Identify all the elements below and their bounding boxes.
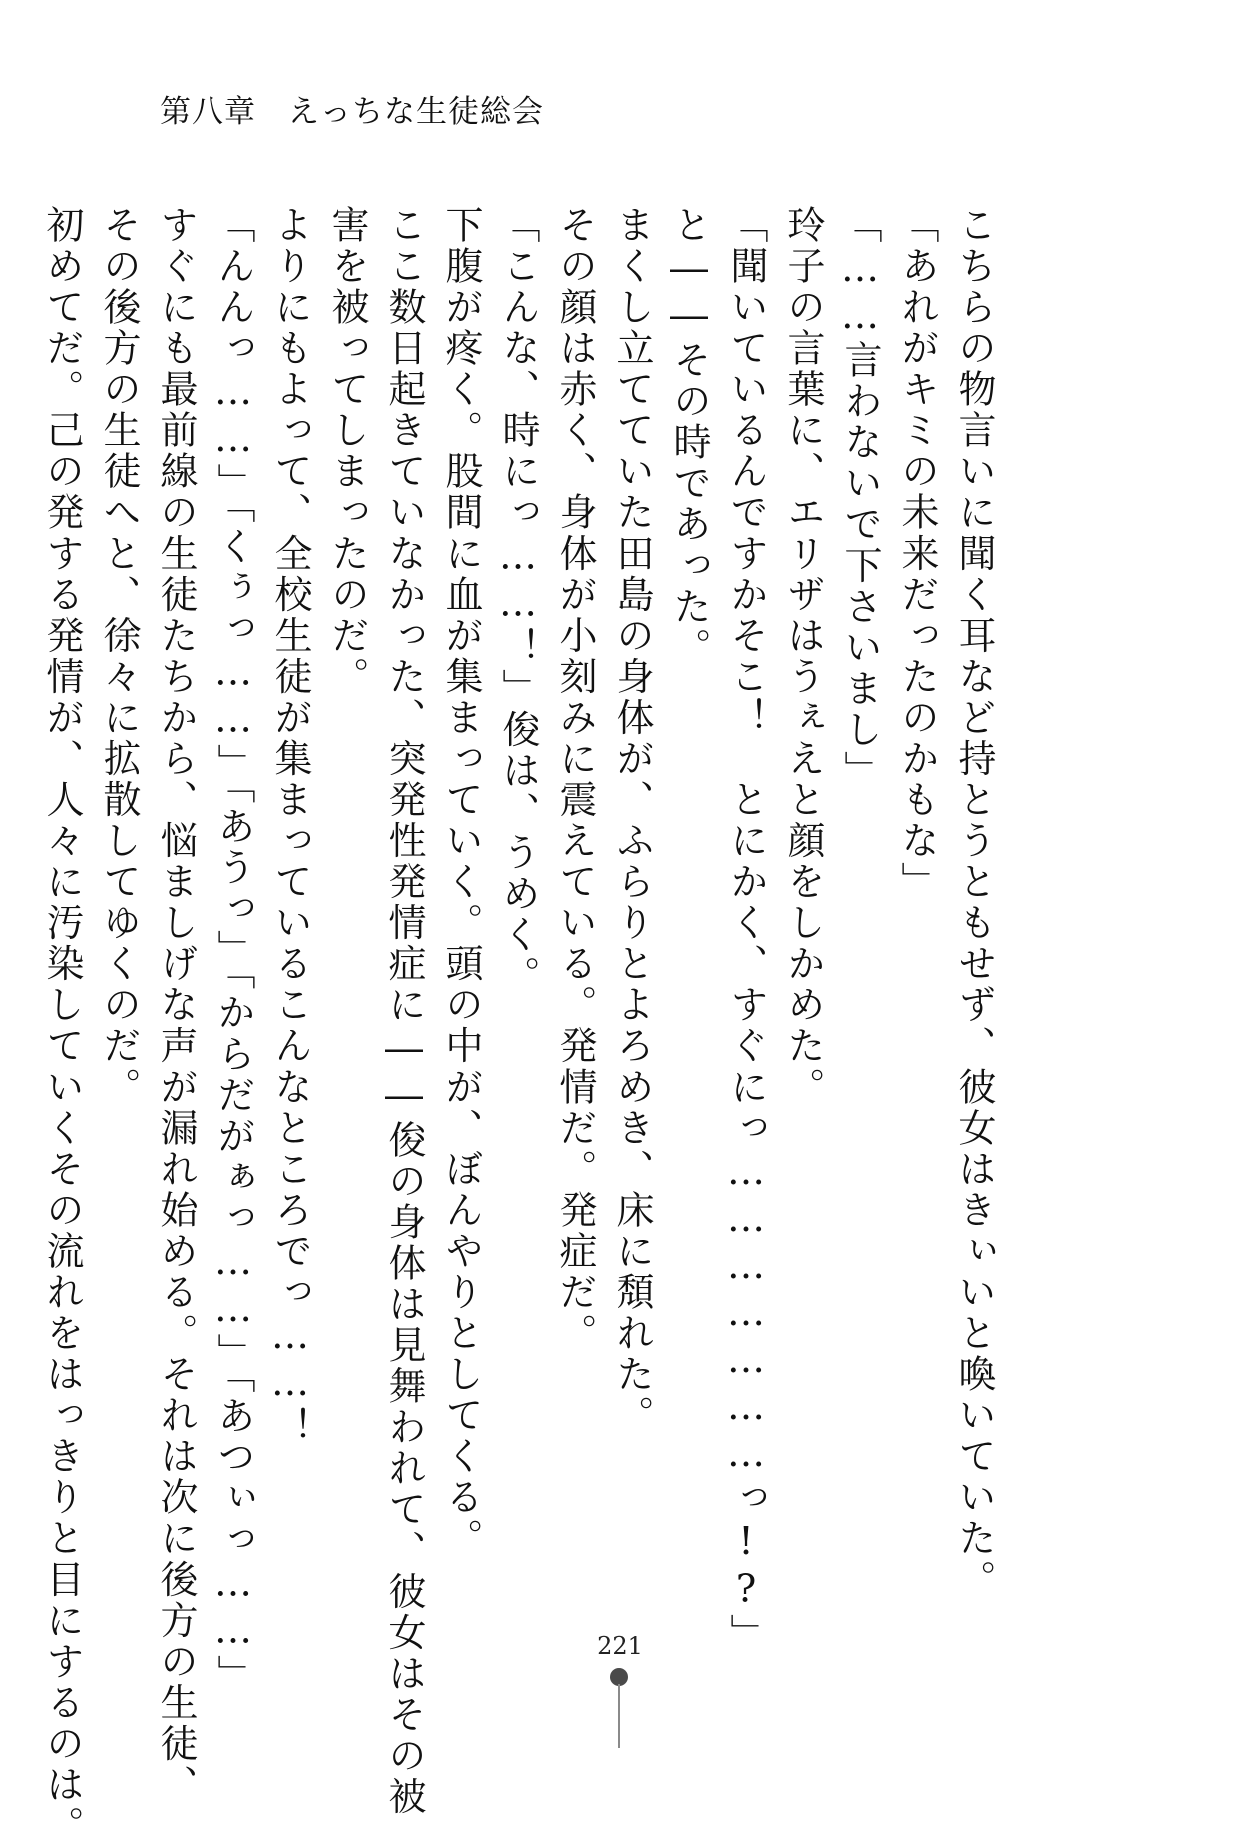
text-line: 玲子の言葉に、エリザはうぇえと顔をしかめた。: [781, 205, 825, 1108]
text-line: 害を被ってしまったのだ。: [325, 205, 369, 698]
text-line: こちらの物言いに聞く耳など持とうともせず、彼女はきぃいと喚いていた。: [952, 205, 996, 1601]
text-line: 「こんな、時にっ……！」俊は、うめく。: [496, 205, 540, 997]
text-line: 初めてだ。己の発する発情が、人々に汚染していくその流れをはっきりと目にするのは。: [40, 205, 84, 1847]
text-line: 「あれがキミの未来だったのかもな」: [895, 205, 939, 903]
page-marker-line: [618, 1684, 620, 1748]
chapter-title: 第八章 えっちな生徒総会: [160, 94, 544, 130]
text-line: 「んんっ……」「くぅっ……」「あうっ」「からだがぁっ……」「あつぃっ……」: [211, 205, 255, 1696]
text-line: 「聞いているんですかそこ！ とにかく、すぐにっ…………………っ!?」: [724, 205, 768, 1655]
text-line: その後方の生徒へと、徐々に拡散してゆくのだ。: [97, 205, 141, 1108]
text-line: ここ数日起きていなかった、突発性発情症に――俊の身体は見舞われて、彼女はその被: [382, 205, 426, 1818]
text-line: 「……言わないで下さいまし」: [838, 205, 882, 792]
page-number: 221: [597, 1632, 643, 1660]
text-line: まくし立てていた田島の身体が、ふらりとよろめき、床に頽れた。: [610, 205, 654, 1437]
text-line: 下腹が疼く。股間に血が集まっていく。頭の中が、ぼんやりとしてくる。: [439, 205, 483, 1560]
text-line: その顔は赤く、身体が小刻みに震えている。発情だ。発症だ。: [553, 205, 597, 1355]
text-line: よりにもよって、全校生徒が集まっているこんなところでっ……！: [268, 205, 312, 1449]
text-line: すぐにも最前線の生徒たちから、悩ましげな声が漏れ始める。それは次に後方の生徒、: [154, 205, 198, 1806]
text-line: と――その時であった。: [667, 205, 711, 669]
